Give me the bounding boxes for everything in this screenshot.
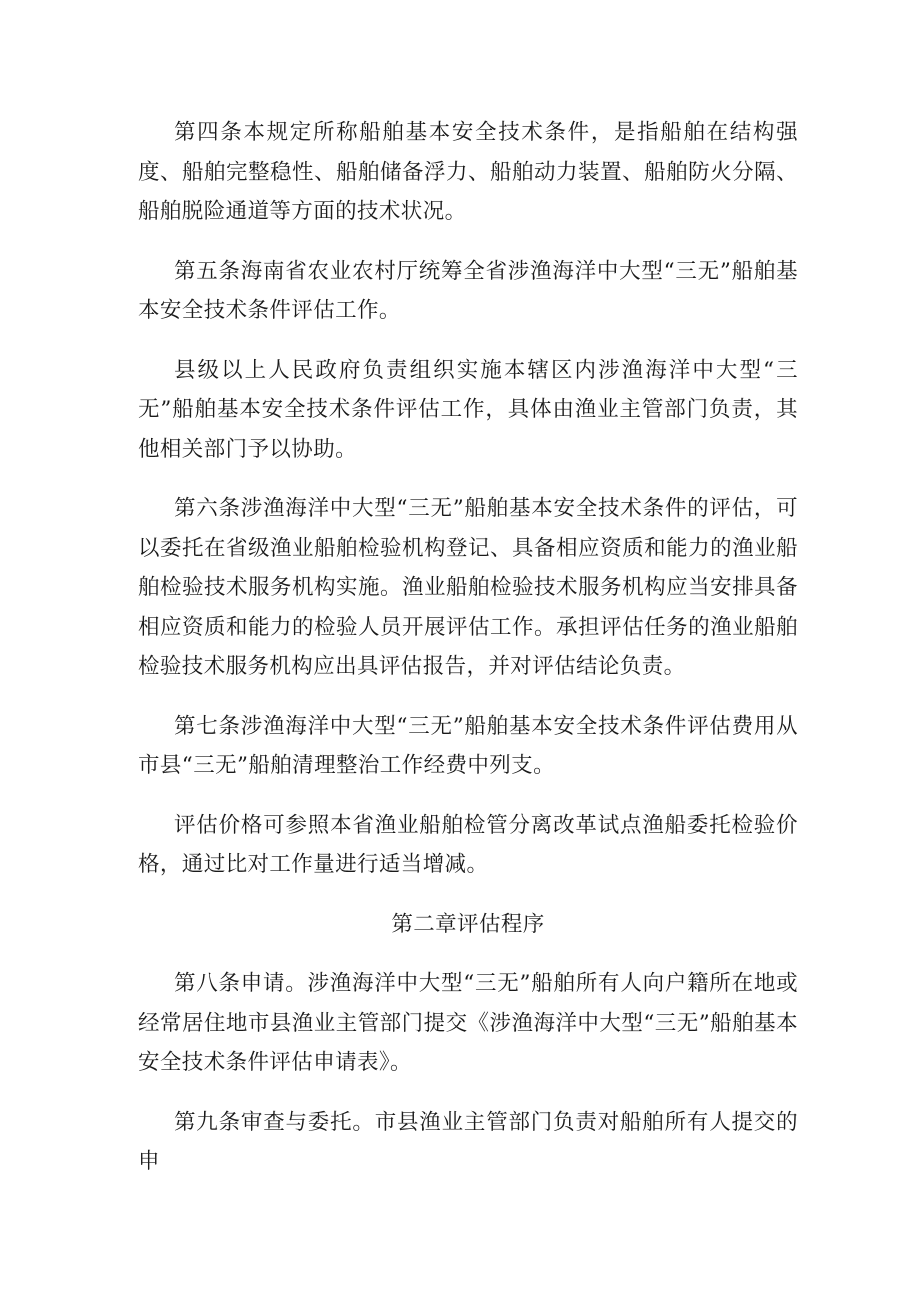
article-4-paragraph: 第四条本规定所称船舶基本安全技术条件，是指船舶在结构强度、船舶完整稳性、船舶储备浮力、船舶动力装置、船舶防火分隔、船舶脱险通道等方面的技术状况。 <box>138 120 798 224</box>
article-9-paragraph: 第九条审查与委托。市县渔业主管部门负责对船舶所有人提交的申 <box>138 1109 798 1174</box>
county-government-paragraph: 县级以上人民政府负责组织实施本辖区内涉渔海洋中大型“三无”船舶基本安全技术条件评估工作，具体由渔业主管部门负责，其他相关部门予以协助。 <box>138 357 798 462</box>
pricing-paragraph: 评估价格可参照本省渔业船舶检管分离改革试点渔船委托检验价格，通过比对工作量进行适当增减。 <box>138 812 798 877</box>
article-8-paragraph: 第八条申请。涉渔海洋中大型“三无”船舶所有人向户籍所在地或经常居住地市县渔业主管部门提交《涉渔海洋中大型“三无”船舶基本安全技术条件评估申请表》。 <box>138 971 798 1075</box>
article-6-paragraph: 第六条涉渔海洋中大型“三无”船舶基本安全技术条件的评估，可以委托在省级渔业船舶检验机构登记、具备相应资质和能力的渔业船舶检验技术服务机构实施。渔业船舶检验技术服务机构应当安排具备相应资质和能力的检验人员开展评估工作。承担评估任务的渔业船舶检验技术服务机构应出具评估报告，并对评估结论负责。 <box>138 496 798 679</box>
document-body <box>138 113 798 1202</box>
chapter-heading: 第二章评估程序 <box>391 911 545 937</box>
article-7-paragraph: 第七条涉渔海洋中大型“三无”船舶基本安全技术条件评估费用从市县“三无”船舶清理整治工作经费中列支。 <box>138 713 798 778</box>
article-5-paragraph: 第五条海南省农业农村厅统筹全省涉渔海洋中大型“三无”船舶基本安全技术条件评估工作。 <box>138 258 798 323</box>
